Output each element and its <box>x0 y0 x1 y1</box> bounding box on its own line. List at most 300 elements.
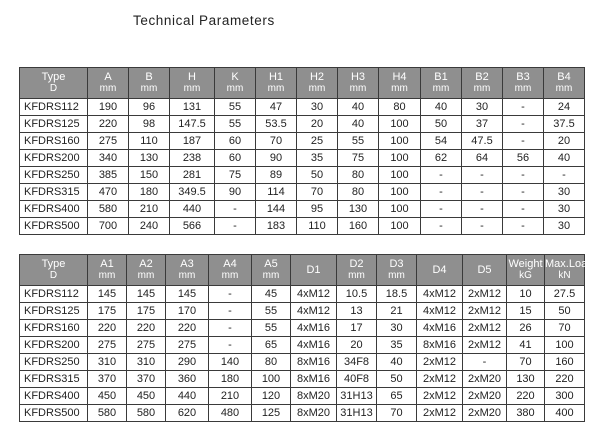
column-header-name: A4 <box>223 258 237 270</box>
model-cell: KFDRS112 <box>20 286 88 303</box>
model-cell: KFDRS250 <box>20 354 88 371</box>
column-header-name: D4 <box>432 264 447 276</box>
value-cell: 2xM12 <box>463 303 507 320</box>
value-cell: 80 <box>252 354 291 371</box>
value-cell: 349.5 <box>170 184 215 201</box>
value-cell: 190 <box>88 99 129 116</box>
value-cell: 145 <box>127 286 166 303</box>
column-header <box>379 68 421 99</box>
value-cell: 40 <box>338 116 379 133</box>
column-header <box>215 68 256 99</box>
column-header-name: H1 <box>268 71 284 83</box>
table-row <box>20 133 585 150</box>
model-cell: KFDRS200 <box>20 150 88 167</box>
value-cell: 31H13 <box>337 388 377 405</box>
value-cell: 30 <box>462 99 503 116</box>
table-row <box>20 388 585 405</box>
column-header-unit: mm <box>178 270 196 281</box>
value-cell: 2xM12 <box>417 388 463 405</box>
value-cell: - <box>503 99 544 116</box>
value-cell: 2xM12 <box>417 354 463 371</box>
column-header-name: Type <box>41 71 66 83</box>
value-cell: 37 <box>462 116 503 133</box>
value-cell: 65 <box>252 337 291 354</box>
column-header-unit: mm <box>432 83 450 94</box>
value-cell: 18.5 <box>377 286 417 303</box>
column-header-name: H4 <box>392 71 407 83</box>
value-cell: 47.5 <box>462 133 503 150</box>
value-cell: 144 <box>256 201 297 218</box>
column-header <box>297 68 338 99</box>
value-cell: 220 <box>507 388 545 405</box>
value-cell: 54 <box>421 133 462 150</box>
value-cell: 620 <box>166 405 209 422</box>
table-row <box>20 184 585 201</box>
table-row <box>20 201 585 218</box>
value-cell: 145 <box>88 286 127 303</box>
value-cell: 37.5 <box>544 116 585 133</box>
column-header-unit: mm <box>98 270 116 281</box>
value-cell: - <box>544 167 585 184</box>
value-cell: - <box>215 218 256 235</box>
value-cell: 50 <box>545 303 585 320</box>
value-cell: 34F8 <box>337 354 377 371</box>
dimensions-table <box>19 67 585 235</box>
value-cell: 4xM12 <box>291 286 337 303</box>
value-cell: 95 <box>297 201 338 218</box>
value-cell: 8xM16 <box>417 337 463 354</box>
value-cell: 10 <box>507 286 545 303</box>
column-header-name: D2 <box>349 258 364 270</box>
value-cell: 310 <box>127 354 166 371</box>
value-cell: - <box>463 354 507 371</box>
value-cell: 238 <box>170 150 215 167</box>
column-header-name: B1 <box>434 71 448 83</box>
model-cell: KFDRS400 <box>20 201 88 218</box>
column-header-name: K <box>231 71 239 83</box>
value-cell: 96 <box>129 99 170 116</box>
value-cell: 360 <box>166 371 209 388</box>
column-header-name: B3 <box>516 71 530 83</box>
value-cell: 275 <box>88 337 127 354</box>
value-cell: 370 <box>127 371 166 388</box>
value-cell: 114 <box>256 184 297 201</box>
value-cell: 35 <box>297 150 338 167</box>
value-cell: 450 <box>127 388 166 405</box>
value-cell: 310 <box>88 354 127 371</box>
value-cell: 4xM12 <box>417 303 463 320</box>
column-header <box>256 68 297 99</box>
value-cell: 440 <box>166 388 209 405</box>
value-cell: 130 <box>129 150 170 167</box>
value-cell: 100 <box>379 133 421 150</box>
value-cell: 70 <box>297 184 338 201</box>
column-header-unit: mm <box>308 83 326 94</box>
value-cell: 4xM12 <box>417 286 463 303</box>
value-cell: 20 <box>544 133 585 150</box>
column-header <box>129 68 170 99</box>
model-cell: KFDRS160 <box>20 320 88 337</box>
value-cell: 24 <box>544 99 585 116</box>
column-header <box>544 68 585 99</box>
column-header <box>170 68 215 99</box>
table-row <box>20 218 585 235</box>
value-cell: 55 <box>252 320 291 337</box>
value-cell: 240 <box>129 218 170 235</box>
value-cell: 580 <box>127 405 166 422</box>
column-header-name: A5 <box>264 258 278 270</box>
value-cell: - <box>462 218 503 235</box>
value-cell: 220 <box>88 320 127 337</box>
table-row <box>20 354 585 371</box>
value-cell: - <box>421 218 462 235</box>
value-cell: 2xM12 <box>463 320 507 337</box>
model-cell: KFDRS200 <box>20 337 88 354</box>
value-cell: 8xM20 <box>291 405 337 422</box>
column-header <box>166 255 209 286</box>
model-cell: KFDRS400 <box>20 388 88 405</box>
value-cell: - <box>503 133 544 150</box>
column-header-name: H2 <box>309 71 325 83</box>
value-cell: 160 <box>338 218 379 235</box>
value-cell: 55 <box>215 99 256 116</box>
value-cell: 13 <box>337 303 377 320</box>
value-cell: 20 <box>337 337 377 354</box>
column-header-unit: mm <box>348 270 365 281</box>
column-header <box>88 255 127 286</box>
value-cell: 170 <box>166 303 209 320</box>
table-row <box>20 99 585 116</box>
table-row <box>20 167 585 184</box>
value-cell: 4xM16 <box>417 320 463 337</box>
value-cell: 100 <box>379 184 421 201</box>
value-cell: 566 <box>170 218 215 235</box>
value-cell: - <box>209 286 252 303</box>
value-cell: 130 <box>507 371 545 388</box>
value-cell: 700 <box>88 218 129 235</box>
value-cell: 40 <box>544 150 585 167</box>
value-cell: 187 <box>170 133 215 150</box>
value-cell: 35 <box>377 337 417 354</box>
column-header-name: Type <box>41 258 66 270</box>
column-header <box>462 68 503 99</box>
table-row <box>20 320 585 337</box>
column-header-unit: mm <box>349 83 367 94</box>
value-cell: 8xM20 <box>291 388 337 405</box>
value-cell: 2xM12 <box>463 286 507 303</box>
value-cell: 40 <box>421 99 462 116</box>
column-header-unit: mm <box>221 270 239 281</box>
column-header-name: Max.Load <box>545 258 594 270</box>
column-header <box>503 68 544 99</box>
value-cell: 130 <box>338 201 379 218</box>
value-cell: 180 <box>129 184 170 201</box>
value-cell: 30 <box>544 184 585 201</box>
value-cell: 140 <box>209 354 252 371</box>
value-cell: 145 <box>166 286 209 303</box>
column-header-unit: mm <box>391 83 408 94</box>
value-cell: - <box>209 303 252 320</box>
value-cell: - <box>503 184 544 201</box>
column-header-name: Weight <box>508 258 543 270</box>
value-cell: 21 <box>377 303 417 320</box>
value-cell: 100 <box>379 218 421 235</box>
value-cell: 380 <box>507 405 545 422</box>
value-cell: 41 <box>507 337 545 354</box>
value-cell: 31H13 <box>337 405 377 422</box>
value-cell: - <box>209 320 252 337</box>
table-header-row <box>20 68 585 99</box>
column-header-unit: mm <box>99 83 117 94</box>
value-cell: 75 <box>215 167 256 184</box>
value-cell: 220 <box>88 116 129 133</box>
value-cell: 160 <box>545 354 585 371</box>
value-cell: - <box>503 167 544 184</box>
value-cell: 4xM16 <box>291 337 337 354</box>
value-cell: - <box>462 167 503 184</box>
value-cell: 80 <box>338 184 379 201</box>
value-cell: - <box>503 116 544 133</box>
value-cell: - <box>462 201 503 218</box>
table-row <box>20 405 585 422</box>
column-header-unit: mm <box>388 270 405 281</box>
column-header-name: A1 <box>100 258 114 270</box>
model-cell: KFDRS250 <box>20 167 88 184</box>
value-cell: 340 <box>88 150 129 167</box>
column-header-unit: kG <box>519 270 532 281</box>
column-header-unit: mm <box>514 83 532 94</box>
model-cell: KFDRS500 <box>20 218 88 235</box>
column-header <box>545 255 594 286</box>
value-cell: 2xM20 <box>463 371 507 388</box>
value-cell: 40 <box>338 99 379 116</box>
column-header-unit: mm <box>262 270 280 281</box>
column-header <box>291 255 337 286</box>
column-header-unit: D <box>49 83 58 94</box>
value-cell: 56 <box>503 150 544 167</box>
value-cell: - <box>503 218 544 235</box>
column-header-unit: mm <box>473 83 491 94</box>
value-cell: 125 <box>252 405 291 422</box>
value-cell: 110 <box>297 218 338 235</box>
value-cell: 183 <box>256 218 297 235</box>
value-cell: 26 <box>507 320 545 337</box>
table-row <box>20 337 585 354</box>
value-cell: 30 <box>544 201 585 218</box>
value-cell: 580 <box>88 405 127 422</box>
value-cell: 275 <box>166 337 209 354</box>
value-cell: 60 <box>215 150 256 167</box>
value-cell: 4xM16 <box>291 320 337 337</box>
value-cell: 70 <box>377 405 417 422</box>
value-cell: 2xM20 <box>463 388 507 405</box>
column-header-unit: mm <box>226 83 244 94</box>
column-header-name: H <box>188 71 196 83</box>
column-header <box>88 68 129 99</box>
column-header-name: B4 <box>557 71 571 83</box>
column-header-name: A3 <box>180 258 194 270</box>
column-header <box>127 255 166 286</box>
value-cell: 60 <box>215 133 256 150</box>
table-header-row <box>20 255 585 286</box>
column-header <box>209 255 252 286</box>
column-header <box>463 255 507 286</box>
column-header-unit: mm <box>183 83 201 94</box>
value-cell: - <box>215 201 256 218</box>
value-cell: 50 <box>421 116 462 133</box>
column-header <box>338 68 379 99</box>
value-cell: 400 <box>545 405 585 422</box>
value-cell: 80 <box>379 99 421 116</box>
column-header-unit: kN <box>558 270 571 281</box>
value-cell: 20 <box>297 116 338 133</box>
value-cell: 50 <box>297 167 338 184</box>
column-header <box>337 255 377 286</box>
value-cell: 30 <box>297 99 338 116</box>
value-cell: - <box>209 337 252 354</box>
value-cell: 55 <box>338 133 379 150</box>
value-cell: 70 <box>507 354 545 371</box>
column-header-name: B2 <box>475 71 489 83</box>
column-header-name: D5 <box>477 264 492 276</box>
column-header-unit: mm <box>137 270 155 281</box>
value-cell: 150 <box>129 167 170 184</box>
value-cell: 275 <box>88 133 129 150</box>
value-cell: 220 <box>545 371 585 388</box>
value-cell: 40F8 <box>337 371 377 388</box>
value-cell: - <box>421 184 462 201</box>
value-cell: 470 <box>88 184 129 201</box>
value-cell: 450 <box>88 388 127 405</box>
value-cell: 440 <box>170 201 215 218</box>
value-cell: 100 <box>379 116 421 133</box>
value-cell: 8xM16 <box>291 354 337 371</box>
table-row <box>20 150 585 167</box>
value-cell: - <box>462 184 503 201</box>
value-cell: 2xM20 <box>463 405 507 422</box>
value-cell: 385 <box>88 167 129 184</box>
value-cell: 27.5 <box>545 286 585 303</box>
value-cell: 175 <box>88 303 127 320</box>
value-cell: 45 <box>252 286 291 303</box>
value-cell: 2xM12 <box>417 405 463 422</box>
table-row <box>20 371 585 388</box>
value-cell: 2xM12 <box>463 337 507 354</box>
model-cell: KFDRS315 <box>20 184 88 201</box>
value-cell: 100 <box>252 371 291 388</box>
value-cell: 220 <box>166 320 209 337</box>
value-cell: 75 <box>338 150 379 167</box>
value-cell: 100 <box>379 150 421 167</box>
value-cell: 40 <box>377 354 417 371</box>
value-cell: 147.5 <box>170 116 215 133</box>
value-cell: 15 <box>507 303 545 320</box>
value-cell: 70 <box>545 320 585 337</box>
value-cell: - <box>421 167 462 184</box>
value-cell: 30 <box>544 218 585 235</box>
model-cell: KFDRS315 <box>20 371 88 388</box>
value-cell: 70 <box>256 133 297 150</box>
value-cell: 50 <box>377 371 417 388</box>
value-cell: 220 <box>127 320 166 337</box>
value-cell: 110 <box>129 133 170 150</box>
value-cell: 580 <box>88 201 129 218</box>
table-row <box>20 286 585 303</box>
column-header <box>417 255 463 286</box>
value-cell: 10.5 <box>337 286 377 303</box>
column-header <box>20 255 88 286</box>
value-cell: - <box>503 201 544 218</box>
value-cell: - <box>421 201 462 218</box>
value-cell: 300 <box>545 388 585 405</box>
column-header-name: H3 <box>350 71 366 83</box>
value-cell: 47 <box>256 99 297 116</box>
value-cell: 210 <box>209 388 252 405</box>
table-row <box>20 116 585 133</box>
value-cell: 100 <box>379 167 421 184</box>
value-cell: 53.5 <box>256 116 297 133</box>
value-cell: 120 <box>252 388 291 405</box>
value-cell: 55 <box>215 116 256 133</box>
value-cell: 65 <box>377 388 417 405</box>
value-cell: 25 <box>297 133 338 150</box>
column-header <box>252 255 291 286</box>
value-cell: 210 <box>129 201 170 218</box>
column-header-name: D1 <box>306 264 321 276</box>
column-header <box>20 68 88 99</box>
column-header <box>421 68 462 99</box>
fixings-table <box>19 254 594 422</box>
value-cell: 4xM12 <box>291 303 337 320</box>
value-cell: 98 <box>129 116 170 133</box>
model-cell: KFDRS112 <box>20 99 88 116</box>
value-cell: 17 <box>337 320 377 337</box>
model-cell: KFDRS500 <box>20 405 88 422</box>
value-cell: 89 <box>256 167 297 184</box>
value-cell: 100 <box>379 201 421 218</box>
value-cell: 64 <box>462 150 503 167</box>
value-cell: 281 <box>170 167 215 184</box>
value-cell: 90 <box>256 150 297 167</box>
value-cell: 480 <box>209 405 252 422</box>
value-cell: 131 <box>170 99 215 116</box>
column-header-name: A <box>104 71 112 83</box>
column-header-unit: D <box>49 270 58 281</box>
column-header-name: D3 <box>389 258 404 270</box>
column-header <box>377 255 417 286</box>
column-header-name: B <box>145 71 153 83</box>
value-cell: 290 <box>166 354 209 371</box>
value-cell: 55 <box>252 303 291 320</box>
model-cell: KFDRS125 <box>20 303 88 320</box>
value-cell: 30 <box>377 320 417 337</box>
value-cell: 62 <box>421 150 462 167</box>
page-title: Technical Parameters <box>133 13 275 28</box>
value-cell: 2xM12 <box>417 371 463 388</box>
value-cell: 100 <box>545 337 585 354</box>
value-cell: 275 <box>127 337 166 354</box>
column-header <box>507 255 545 286</box>
value-cell: 90 <box>215 184 256 201</box>
model-cell: KFDRS125 <box>20 116 88 133</box>
value-cell: 370 <box>88 371 127 388</box>
value-cell: 80 <box>338 167 379 184</box>
value-cell: 180 <box>209 371 252 388</box>
column-header-unit: mm <box>555 83 573 94</box>
column-header-unit: mm <box>140 83 158 94</box>
table-row <box>20 303 585 320</box>
model-cell: KFDRS160 <box>20 133 88 150</box>
